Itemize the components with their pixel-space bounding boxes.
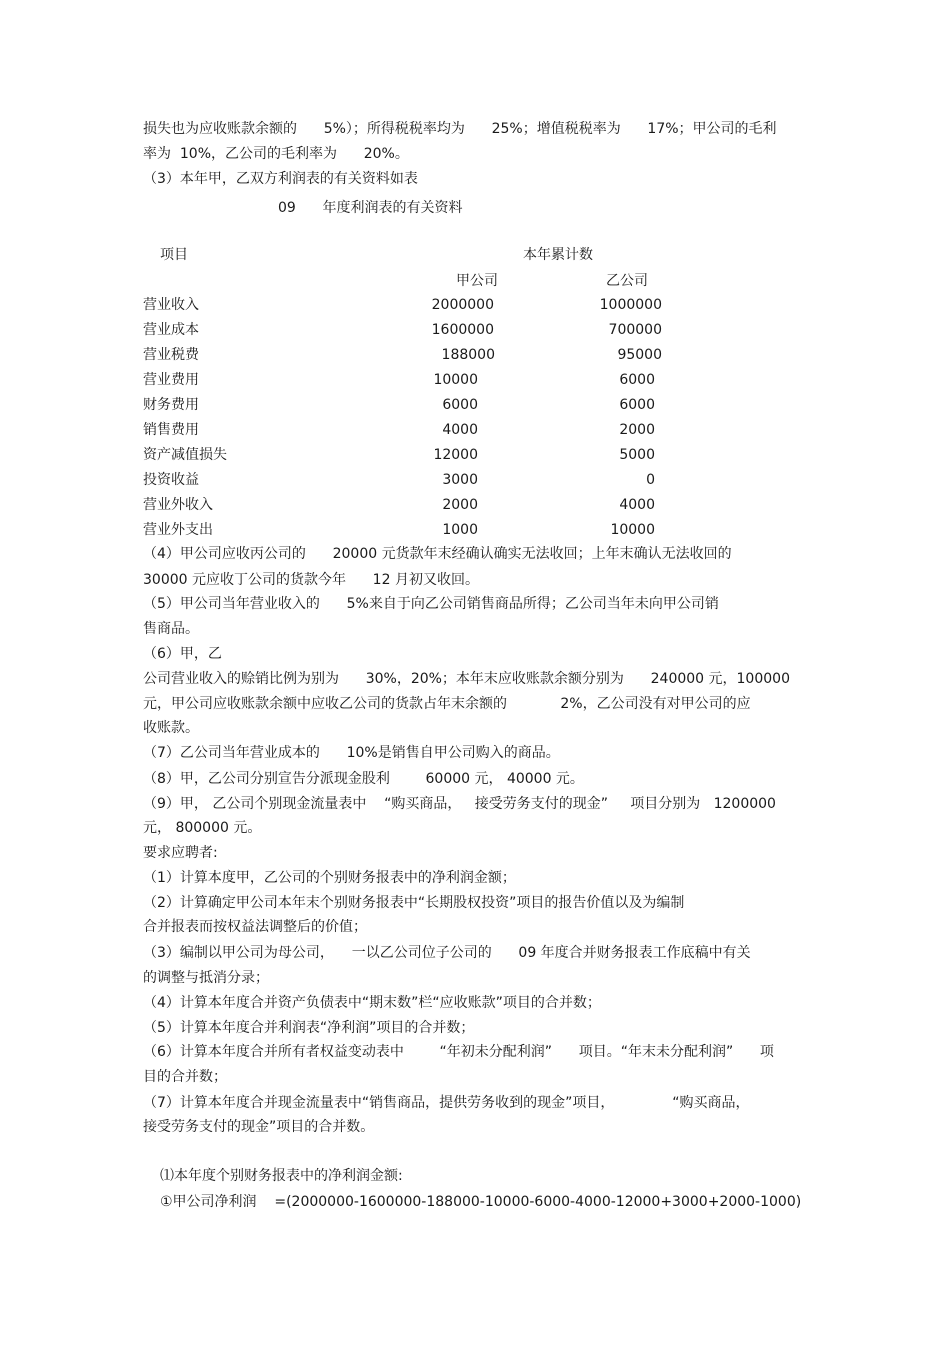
answer-line-1: ⑴本年度个别财务报表中的净利润金额: [160, 1168, 403, 1184]
body-line-23: （7）计算本年度合并现金流量表中“销售商品，提供劳务收到的现金”项目， “购买商品， [143, 1095, 750, 1111]
body-line-10: （8）甲，乙公司分别宣告分派现金股利 60000 元， 40000 元。 [143, 771, 584, 787]
body-line-2: 30000 元应收丁公司的货款今年 12 月初又收回。 [143, 572, 479, 588]
row-value-a: 1600000 [431, 322, 494, 338]
row-value-b: 5000 [619, 447, 655, 463]
body-line-20: （5）计算本年度合并利润表“净利润”项目的合并数； [143, 1020, 475, 1036]
body-line-3: （5）甲公司当年营业收入的 5%来自于向乙公司销售商品所得；乙公司当年未向甲公司销 [143, 596, 719, 612]
row-value-b: 6000 [619, 372, 655, 388]
body-line-1: （4）甲公司应收丙公司的 20000 元货款年末经确认确实无法收回；上年末确认无法收回的 [143, 546, 732, 562]
row-value-b: 6000 [619, 397, 655, 413]
row-value-a: 4000 [442, 422, 478, 438]
intro-line-3: （3）本年甲，乙双方利润表的有关资料如表 [143, 171, 418, 187]
row-item: 营业费用 [143, 372, 199, 388]
body-line-7: 元，甲公司应收账款余额中应收乙公司的货款占年末余额的 2%，乙公司没有对甲公司的应 [143, 696, 751, 712]
row-value-b: 10000 [610, 522, 655, 538]
table-group-header: 本年累计数 [523, 247, 593, 263]
table-item-header: 项目 [160, 247, 188, 263]
row-value-a: 2000 [442, 497, 478, 513]
body-line-17: （3）编制以甲公司为母公司， 一以乙公司位子公司的 09 年度合并财务报表工作底稿中有关 [143, 945, 751, 961]
body-line-13: 要求应聘者: [143, 845, 218, 861]
body-line-9: （7）乙公司当年营业成本的 10%是销售自甲公司购入的商品。 [143, 745, 560, 761]
body-line-14: （1）计算本度甲，乙公司的个别财务报表中的净利润金额； [143, 870, 516, 886]
intro-line-2: 率为 10%，乙公司的毛利率为 20%。 [143, 146, 409, 162]
intro-line-1: 损失也为应收账款余额的 5%）；所得税税率均为 25%；增值税税率为 17%；甲公司的毛利 [143, 121, 777, 137]
row-value-a: 1000 [442, 522, 478, 538]
row-value-a: 10000 [433, 372, 478, 388]
body-line-6: 公司营业收入的赊销比例为别为 30%，20%；本年末应收账款余额分别为 240000 元，100000 [143, 671, 790, 687]
body-line-21: （6）计算本年度合并所有者权益变动表中 “年初未分配利润” 项目。“年末未分配利润” 项 [143, 1044, 774, 1060]
body-line-5: （6）甲，乙 [143, 646, 222, 662]
table-caption: 09 年度利润表的有关资料 [278, 200, 463, 216]
body-line-4: 售商品。 [143, 621, 199, 637]
body-line-16: 合并报表而按权益法调整后的价值； [143, 919, 367, 935]
body-line-19: （4）计算本年度合并资产负债表中“期末数”栏“应收账款”项目的合并数； [143, 995, 601, 1011]
row-value-a: 12000 [433, 447, 478, 463]
row-value-a: 3000 [442, 472, 478, 488]
row-value-b: 0 [646, 472, 655, 488]
row-value-b: 700000 [608, 322, 662, 338]
body-line-11: （9）甲， 乙公司个别现金流量表中 “购买商品， 接受劳务支付的现金” 项目分别为 1200000 [143, 796, 776, 812]
body-line-24: 接受劳务支付的现金”项目的合并数。 [143, 1119, 375, 1135]
row-item: 营业成本 [143, 322, 199, 338]
row-item: 财务费用 [143, 397, 199, 413]
table-col-a-header: 甲公司 [456, 273, 498, 289]
row-value-a: 2000000 [431, 297, 494, 313]
row-value-a: 6000 [442, 397, 478, 413]
body-line-22: 目的合并数； [143, 1069, 227, 1085]
row-item: 资产减值损失 [143, 447, 227, 463]
body-line-12: 元， 800000 元。 [143, 820, 262, 836]
row-item: 投资收益 [143, 472, 199, 488]
row-value-a: 188000 [441, 347, 495, 363]
row-value-b: 2000 [619, 422, 655, 438]
row-item: 营业外支出 [143, 522, 213, 538]
row-value-b: 95000 [617, 347, 662, 363]
row-item: 营业税费 [143, 347, 199, 363]
table-col-b-header: 乙公司 [606, 273, 648, 289]
row-value-b: 4000 [619, 497, 655, 513]
row-item: 营业外收入 [143, 497, 213, 513]
row-item: 营业收入 [143, 297, 199, 313]
answer-line-2: ①甲公司净利润 =(2000000-1600000-188000-10000-6000-4000-12000+3000+2000-1000) [160, 1194, 802, 1210]
row-item: 销售费用 [143, 422, 199, 438]
body-line-15: （2）计算确定甲公司本年末个别财务报表中“长期股权投资”项目的报告价值以及为编制 [143, 895, 685, 911]
body-line-18: 的调整与抵消分录； [143, 970, 269, 986]
body-line-8: 收账款。 [143, 720, 199, 736]
row-value-b: 1000000 [599, 297, 662, 313]
